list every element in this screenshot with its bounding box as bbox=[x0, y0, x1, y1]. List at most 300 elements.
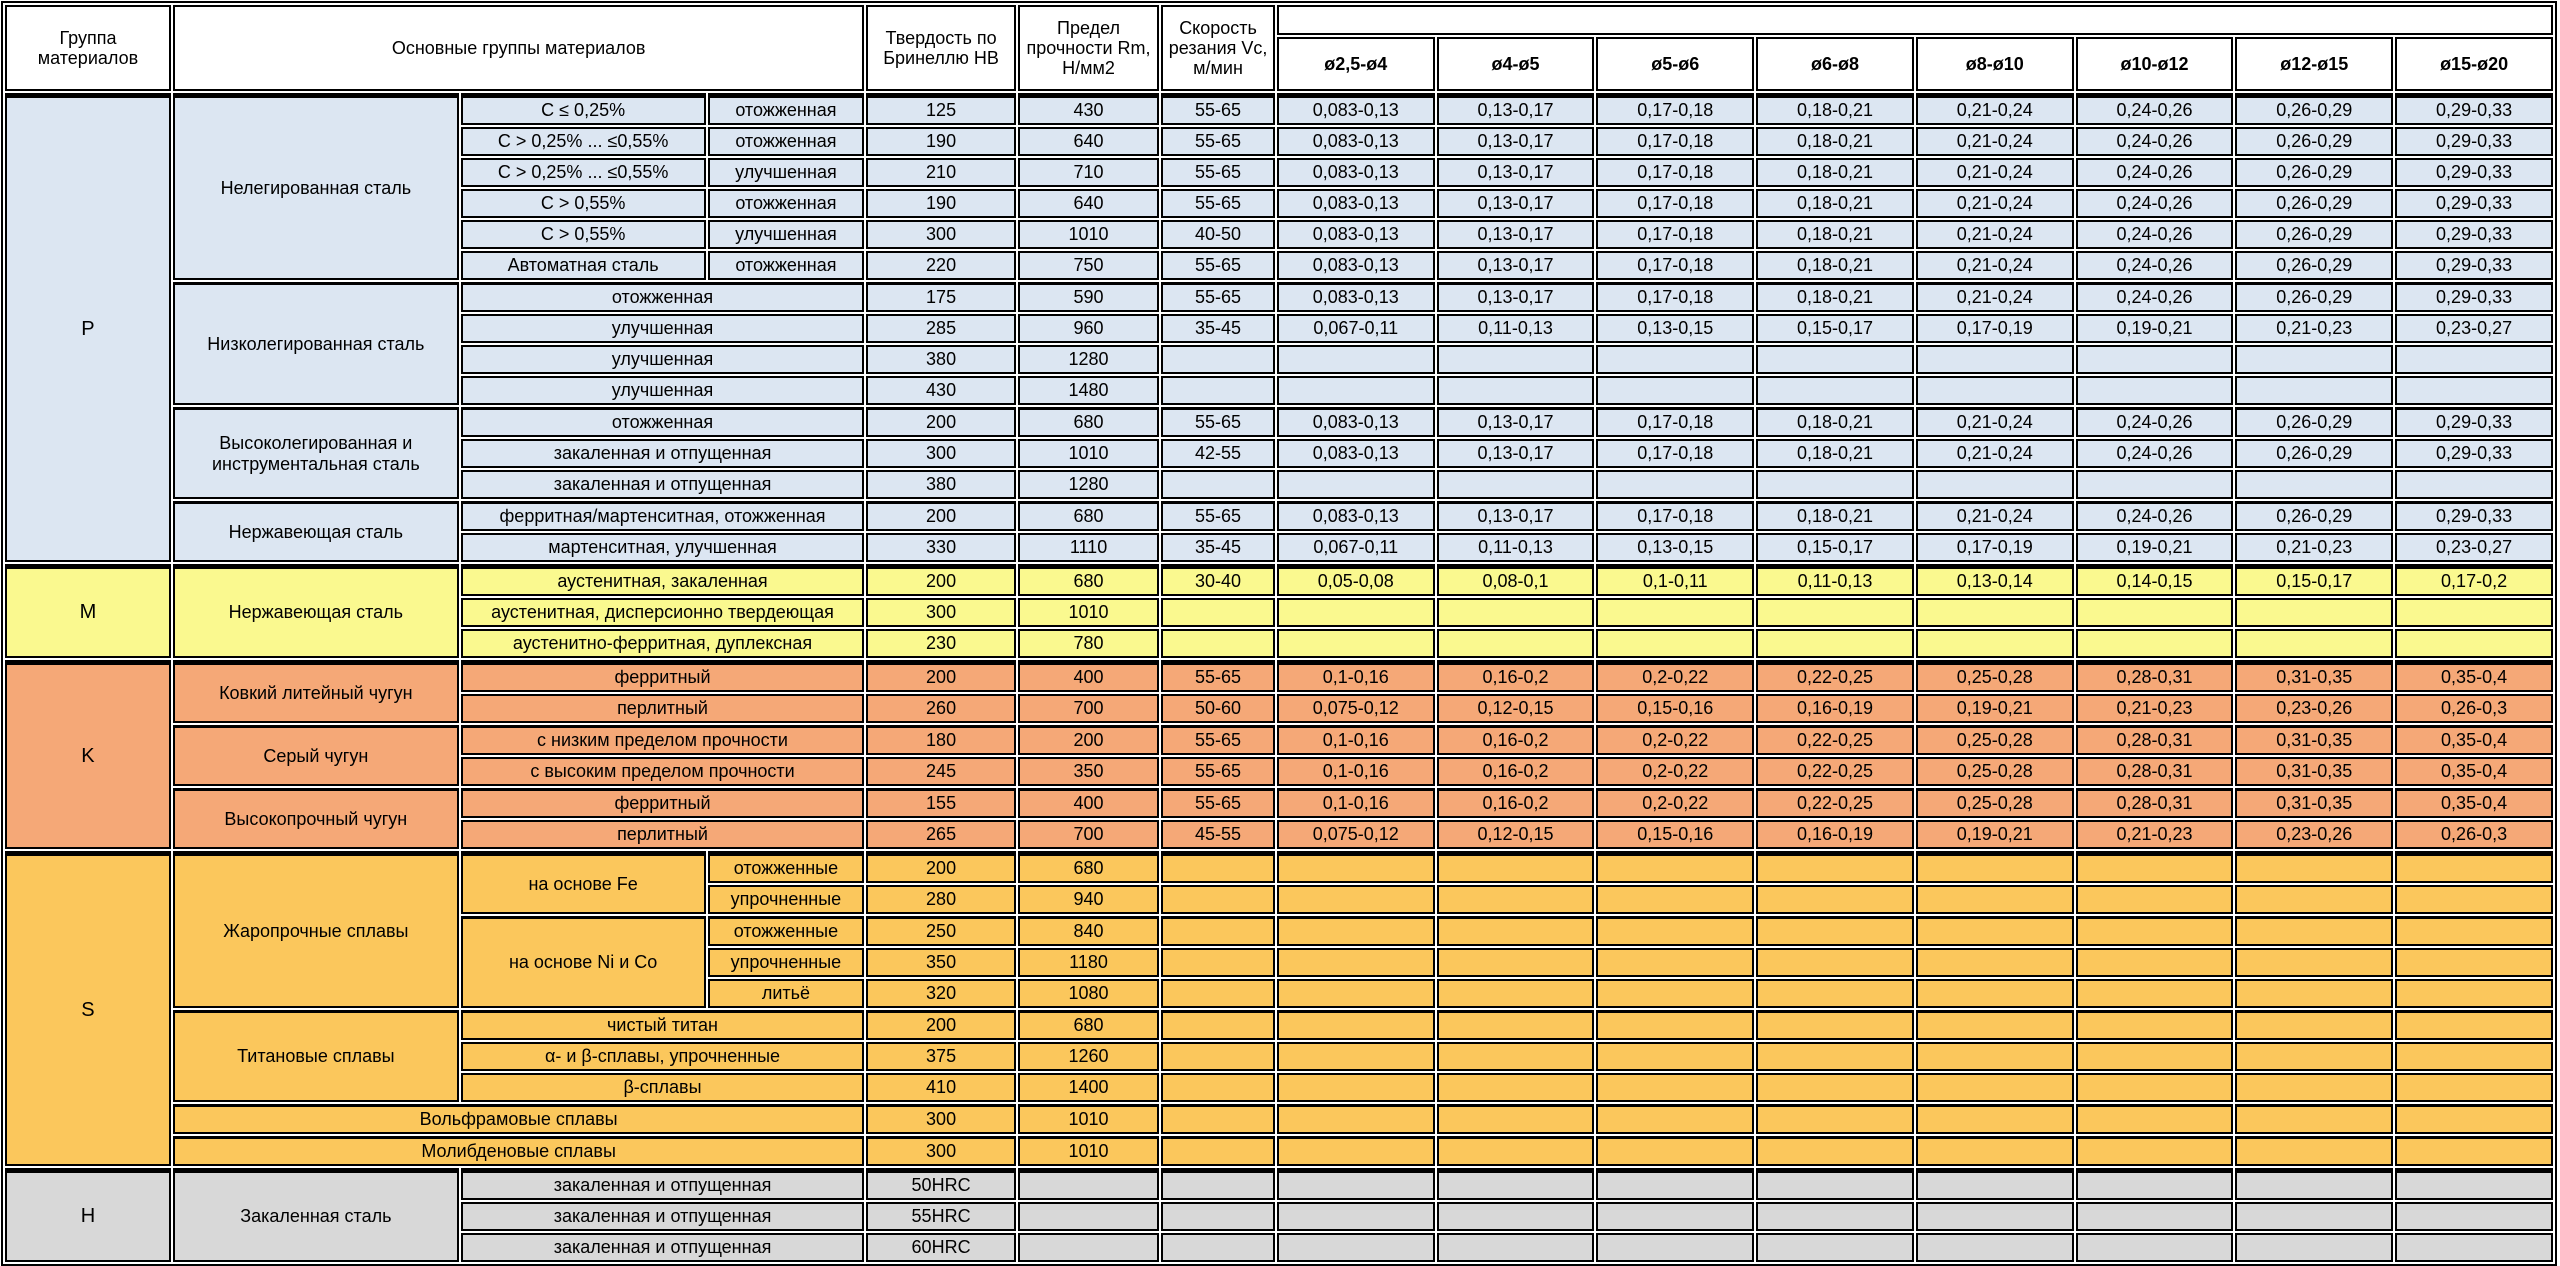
cell-vc bbox=[1161, 1233, 1275, 1262]
cell-feed: 0,14-0,15 bbox=[2076, 564, 2234, 596]
cell-feed bbox=[1277, 979, 1435, 1008]
cell-vc bbox=[1161, 916, 1275, 946]
cell-feed bbox=[1277, 1010, 1435, 1040]
cell-rm: 400 bbox=[1018, 660, 1159, 692]
cell-material: закаленная и отпущенная bbox=[461, 1168, 865, 1200]
cell-feed: 0,1-0,16 bbox=[1277, 788, 1435, 818]
cell-vc bbox=[1161, 1010, 1275, 1040]
cell-feed bbox=[2235, 629, 2393, 658]
cell-feed: 0,08-0,1 bbox=[1437, 564, 1595, 596]
cell-vc bbox=[1161, 885, 1275, 914]
cell-rm: 680 bbox=[1018, 501, 1159, 531]
cell-feed: 0,23-0,26 bbox=[2235, 694, 2393, 723]
cell-feed: 0,1-0,16 bbox=[1277, 725, 1435, 755]
cell-material: β-сплавы bbox=[461, 1073, 865, 1102]
cell-feed bbox=[1596, 345, 1754, 374]
cell-feed: 0,1-0,16 bbox=[1277, 660, 1435, 692]
cell-feed bbox=[2076, 1042, 2234, 1071]
cell-vc: 35-45 bbox=[1161, 533, 1275, 562]
cell-feed bbox=[2395, 1042, 2553, 1071]
cell-hb: 280 bbox=[866, 885, 1016, 914]
cell-feed: 0,21-0,24 bbox=[1916, 251, 2074, 280]
cell-feed bbox=[1756, 1104, 1914, 1134]
cell-hb: 190 bbox=[866, 127, 1016, 156]
cell-feed: 0,29-0,33 bbox=[2395, 282, 2553, 312]
cell-feed: 0,13-0,17 bbox=[1437, 251, 1595, 280]
cell-feed bbox=[2076, 1010, 2234, 1040]
cell-feed: 0,075-0,12 bbox=[1277, 820, 1435, 849]
cell-feed bbox=[1437, 1010, 1595, 1040]
cell-hb: 380 bbox=[866, 345, 1016, 374]
cell-feed bbox=[1277, 885, 1435, 914]
cell-feed: 0,17-0,18 bbox=[1596, 93, 1754, 125]
cell-material: улучшенная bbox=[461, 314, 865, 343]
header-material-group: Группа материалов bbox=[5, 5, 171, 91]
group-label-h: H bbox=[5, 1168, 171, 1262]
cell-feed: 0,2-0,22 bbox=[1596, 788, 1754, 818]
cell-feed bbox=[1916, 1010, 2074, 1040]
cell-feed: 0,35-0,4 bbox=[2395, 788, 2553, 818]
cell-hb: 330 bbox=[866, 533, 1016, 562]
cell-feed: 0,2-0,22 bbox=[1596, 725, 1754, 755]
cell-hb: 300 bbox=[866, 220, 1016, 249]
cell-feed bbox=[2235, 376, 2393, 405]
cell-hb: 300 bbox=[866, 1104, 1016, 1134]
cell-rm: 590 bbox=[1018, 282, 1159, 312]
cell-feed: 0,15-0,17 bbox=[2235, 564, 2393, 596]
cell-vc bbox=[1161, 948, 1275, 977]
cell-feed bbox=[2235, 851, 2393, 883]
cell-feed bbox=[1756, 629, 1914, 658]
cell-feed: 0,29-0,33 bbox=[2395, 439, 2553, 468]
header-diameter-4: ø6-ø8 bbox=[1756, 37, 1914, 91]
cell-rm: 1260 bbox=[1018, 1042, 1159, 1071]
cell-feed bbox=[1916, 1104, 2074, 1134]
cell-feed bbox=[1277, 470, 1435, 499]
cell-material: перлитный bbox=[461, 820, 865, 849]
cell-hb: 125 bbox=[866, 93, 1016, 125]
cell-feed bbox=[2235, 1136, 2393, 1166]
cell-feed: 0,13-0,17 bbox=[1437, 127, 1595, 156]
cell-feed bbox=[2076, 948, 2234, 977]
cell-feed bbox=[2235, 1233, 2393, 1262]
subgroup-label: Титановые сплавы bbox=[173, 1010, 459, 1102]
cell-feed bbox=[1277, 598, 1435, 627]
cell-feed: 0,35-0,4 bbox=[2395, 757, 2553, 786]
cell-feed bbox=[1277, 629, 1435, 658]
table-row bbox=[5, 1168, 2553, 1200]
cell-feed bbox=[2235, 1042, 2393, 1071]
cell-feed: 0,29-0,33 bbox=[2395, 127, 2553, 156]
cell-vc bbox=[1161, 629, 1275, 658]
subgroup-label: Высоколегированная и инструментальная сталь bbox=[173, 407, 459, 499]
cell-rm bbox=[1018, 1233, 1159, 1262]
cell-feed bbox=[1277, 345, 1435, 374]
cell-feed: 0,18-0,21 bbox=[1756, 501, 1914, 531]
subgroup-label: Нелегированная сталь bbox=[173, 93, 459, 280]
cell-hb: 300 bbox=[866, 1136, 1016, 1166]
cell-feed: 0,19-0,21 bbox=[2076, 314, 2234, 343]
cell-feed: 0,17-0,18 bbox=[1596, 251, 1754, 280]
cell-feed bbox=[2235, 1202, 2393, 1231]
subgroup-label: на основе Fe bbox=[461, 851, 706, 914]
cell-material: ферритный bbox=[461, 660, 865, 692]
cell-feed: 0,075-0,12 bbox=[1277, 694, 1435, 723]
cell-rm: 1010 bbox=[1018, 439, 1159, 468]
cell-feed: 0,21-0,24 bbox=[1916, 407, 2074, 437]
cell-feed: 0,16-0,19 bbox=[1756, 694, 1914, 723]
cell-feed bbox=[1437, 885, 1595, 914]
subgroup-label: Молибденовые сплавы bbox=[173, 1136, 864, 1166]
cell-feed bbox=[1756, 1233, 1914, 1262]
cell-feed bbox=[1277, 948, 1435, 977]
cell-material: Автоматная сталь bbox=[461, 251, 706, 280]
cell-feed bbox=[1437, 376, 1595, 405]
cell-rm: 680 bbox=[1018, 851, 1159, 883]
cell-vc: 55-65 bbox=[1161, 93, 1275, 125]
cell-vc: 55-65 bbox=[1161, 788, 1275, 818]
cell-feed bbox=[1916, 376, 2074, 405]
cell-feed bbox=[2076, 851, 2234, 883]
cell-hb: 430 bbox=[866, 376, 1016, 405]
cell-feed bbox=[2395, 1168, 2553, 1200]
cell-vc: 55-65 bbox=[1161, 725, 1275, 755]
cell-feed: 0,21-0,24 bbox=[1916, 158, 2074, 187]
table-row bbox=[5, 1136, 2553, 1166]
header-diameter-8: ø15-ø20 bbox=[2395, 37, 2553, 91]
cell-feed bbox=[2395, 470, 2553, 499]
cell-material: аустенитная, дисперсионно твердеющая bbox=[461, 598, 865, 627]
header-blank-strip bbox=[1277, 5, 2553, 35]
cell-feed bbox=[1437, 1042, 1595, 1071]
cell-feed bbox=[1437, 1202, 1595, 1231]
cell-feed: 0,28-0,31 bbox=[2076, 757, 2234, 786]
cell-feed bbox=[1756, 1042, 1914, 1071]
cell-hb: 210 bbox=[866, 158, 1016, 187]
cell-feed: 0,24-0,26 bbox=[2076, 158, 2234, 187]
cell-feed: 0,083-0,13 bbox=[1277, 439, 1435, 468]
cell-feed: 0,25-0,28 bbox=[1916, 725, 2074, 755]
cell-feed bbox=[1756, 376, 1914, 405]
cell-feed bbox=[1277, 851, 1435, 883]
cell-feed: 0,35-0,4 bbox=[2395, 660, 2553, 692]
header-cutting-speed-vc: Скорость резания Vc, м/мин bbox=[1161, 5, 1275, 91]
cell-feed: 0,24-0,26 bbox=[2076, 282, 2234, 312]
cell-feed: 0,15-0,16 bbox=[1596, 820, 1754, 849]
cell-feed: 0,24-0,26 bbox=[2076, 220, 2234, 249]
cell-vc: 55-65 bbox=[1161, 757, 1275, 786]
cell-rm: 1010 bbox=[1018, 1136, 1159, 1166]
cell-feed bbox=[1916, 1042, 2074, 1071]
cell-rm: 200 bbox=[1018, 725, 1159, 755]
cell-feed bbox=[1756, 1136, 1914, 1166]
cell-feed: 0,24-0,26 bbox=[2076, 501, 2234, 531]
cell-feed bbox=[2235, 1104, 2393, 1134]
cell-material: ферритная/мартенситная, отожженная bbox=[461, 501, 865, 531]
cell-vc: 30-40 bbox=[1161, 564, 1275, 596]
cell-feed bbox=[1916, 1168, 2074, 1200]
subgroup-label: Нержавеющая сталь bbox=[173, 501, 459, 562]
table-row bbox=[5, 1104, 2553, 1134]
cell-feed bbox=[2395, 629, 2553, 658]
cell-feed: 0,083-0,13 bbox=[1277, 158, 1435, 187]
cell-material: отожженные bbox=[708, 851, 865, 883]
cell-feed bbox=[1437, 629, 1595, 658]
cell-feed: 0,067-0,11 bbox=[1277, 533, 1435, 562]
cell-feed bbox=[2395, 916, 2553, 946]
cell-vc bbox=[1161, 470, 1275, 499]
cell-rm: 780 bbox=[1018, 629, 1159, 658]
cell-feed: 0,15-0,17 bbox=[1756, 314, 1914, 343]
cell-feed bbox=[1277, 916, 1435, 946]
table-row bbox=[5, 660, 2553, 692]
cell-feed: 0,24-0,26 bbox=[2076, 439, 2234, 468]
cell-feed bbox=[2076, 885, 2234, 914]
cell-hb: 350 bbox=[866, 948, 1016, 977]
cell-material: отожженные bbox=[708, 916, 865, 946]
cell-vc: 55-65 bbox=[1161, 189, 1275, 218]
cell-feed bbox=[2235, 916, 2393, 946]
cell-rm: 960 bbox=[1018, 314, 1159, 343]
cell-feed: 0,23-0,27 bbox=[2395, 314, 2553, 343]
cell-feed bbox=[1916, 979, 2074, 1008]
cell-feed bbox=[1916, 470, 2074, 499]
cell-feed: 0,22-0,25 bbox=[1756, 725, 1914, 755]
cell-feed bbox=[2076, 1073, 2234, 1102]
cell-vc: 35-45 bbox=[1161, 314, 1275, 343]
cell-feed: 0,28-0,31 bbox=[2076, 788, 2234, 818]
table-row bbox=[5, 851, 2553, 883]
cell-feed bbox=[2076, 345, 2234, 374]
cell-feed bbox=[1756, 1010, 1914, 1040]
group-label-p: P bbox=[5, 93, 171, 562]
cell-feed bbox=[1437, 851, 1595, 883]
cell-feed: 0,29-0,33 bbox=[2395, 251, 2553, 280]
cell-material: аустенитно-ферритная, дуплексная bbox=[461, 629, 865, 658]
cell-material: аустенитная, закаленная bbox=[461, 564, 865, 596]
header-diameter-7: ø12-ø15 bbox=[2235, 37, 2393, 91]
cell-hb: 200 bbox=[866, 660, 1016, 692]
cell-vc bbox=[1161, 1202, 1275, 1231]
cell-material: закаленная и отпущенная bbox=[461, 1233, 865, 1262]
cell-hb: 50HRC bbox=[866, 1168, 1016, 1200]
cell-feed: 0,1-0,16 bbox=[1277, 757, 1435, 786]
cell-feed bbox=[1277, 1104, 1435, 1134]
cell-feed bbox=[1916, 1136, 2074, 1166]
cell-hb: 60HRC bbox=[866, 1233, 1016, 1262]
cell-feed bbox=[1437, 916, 1595, 946]
cell-vc: 55-65 bbox=[1161, 407, 1275, 437]
cell-feed: 0,18-0,21 bbox=[1756, 407, 1914, 437]
cell-feed: 0,083-0,13 bbox=[1277, 220, 1435, 249]
cell-feed bbox=[1596, 1042, 1754, 1071]
cell-vc bbox=[1161, 1073, 1275, 1102]
cell-feed: 0,067-0,11 bbox=[1277, 314, 1435, 343]
cell-hb: 175 bbox=[866, 282, 1016, 312]
cell-feed: 0,25-0,28 bbox=[1916, 660, 2074, 692]
cell-feed: 0,18-0,21 bbox=[1756, 251, 1914, 280]
cell-feed: 0,29-0,33 bbox=[2395, 93, 2553, 125]
cell-rm: 840 bbox=[1018, 916, 1159, 946]
subgroup-label: Жаропрочные сплавы bbox=[173, 851, 459, 1008]
cell-rm: 1110 bbox=[1018, 533, 1159, 562]
header-strength-rm: Предел прочности Rm, Н/мм2 bbox=[1018, 5, 1159, 91]
cell-vc bbox=[1161, 376, 1275, 405]
cell-feed bbox=[2076, 1233, 2234, 1262]
cell-feed: 0,17-0,18 bbox=[1596, 127, 1754, 156]
cell-feed bbox=[1596, 948, 1754, 977]
cell-feed bbox=[2235, 470, 2393, 499]
cell-hb: 285 bbox=[866, 314, 1016, 343]
cell-hb: 180 bbox=[866, 725, 1016, 755]
cell-feed: 0,29-0,33 bbox=[2395, 407, 2553, 437]
cell-feed: 0,16-0,2 bbox=[1437, 757, 1595, 786]
cell-feed: 0,17-0,18 bbox=[1596, 407, 1754, 437]
cell-rm: 1010 bbox=[1018, 220, 1159, 249]
cell-feed bbox=[1596, 885, 1754, 914]
cell-feed: 0,31-0,35 bbox=[2235, 725, 2393, 755]
table-row bbox=[5, 1010, 2553, 1040]
cell-feed: 0,31-0,35 bbox=[2235, 660, 2393, 692]
subgroup-label: Ковкий литейный чугун bbox=[173, 660, 459, 723]
cell-hb: 410 bbox=[866, 1073, 1016, 1102]
cell-feed: 0,18-0,21 bbox=[1756, 127, 1914, 156]
cell-feed bbox=[1437, 1104, 1595, 1134]
cell-feed: 0,29-0,33 bbox=[2395, 158, 2553, 187]
cell-feed: 0,29-0,33 bbox=[2395, 501, 2553, 531]
cell-feed bbox=[1596, 851, 1754, 883]
cell-feed bbox=[1916, 345, 2074, 374]
cell-rm: 1280 bbox=[1018, 345, 1159, 374]
cell-hb: 200 bbox=[866, 501, 1016, 531]
cell-vc: 42-55 bbox=[1161, 439, 1275, 468]
cell-material: литьё bbox=[708, 979, 865, 1008]
cell-feed: 0,13-0,17 bbox=[1437, 439, 1595, 468]
cell-vc: 55-65 bbox=[1161, 660, 1275, 692]
cell-feed bbox=[2395, 1104, 2553, 1134]
cell-feed: 0,21-0,24 bbox=[1916, 93, 2074, 125]
cell-feed: 0,18-0,21 bbox=[1756, 158, 1914, 187]
cell-feed bbox=[1916, 948, 2074, 977]
cell-feed bbox=[1596, 979, 1754, 1008]
cell-feed bbox=[1277, 376, 1435, 405]
cell-rm: 940 bbox=[1018, 885, 1159, 914]
subgroup-label: на основе Ni и Co bbox=[461, 916, 706, 1008]
cell-feed bbox=[2395, 1073, 2553, 1102]
cell-vc: 55-65 bbox=[1161, 282, 1275, 312]
cell-material: C > 0,55% bbox=[461, 189, 706, 218]
cell-feed: 0,2-0,22 bbox=[1596, 757, 1754, 786]
cell-feed bbox=[1756, 470, 1914, 499]
cell-rm: 1080 bbox=[1018, 979, 1159, 1008]
cell-feed bbox=[2235, 1073, 2393, 1102]
cell-feed bbox=[2076, 1136, 2234, 1166]
cell-feed bbox=[1277, 1073, 1435, 1102]
cell-feed: 0,21-0,23 bbox=[2076, 694, 2234, 723]
cell-rm: 680 bbox=[1018, 407, 1159, 437]
cell-feed: 0,083-0,13 bbox=[1277, 282, 1435, 312]
cell-feed bbox=[1437, 1168, 1595, 1200]
header-diameter-2: ø4-ø5 bbox=[1437, 37, 1595, 91]
cell-feed bbox=[2395, 345, 2553, 374]
cell-feed: 0,26-0,29 bbox=[2235, 439, 2393, 468]
cell-feed: 0,21-0,24 bbox=[1916, 439, 2074, 468]
cell-feed bbox=[1596, 1202, 1754, 1231]
cell-feed: 0,17-0,19 bbox=[1916, 314, 2074, 343]
cell-vc: 45-55 bbox=[1161, 820, 1275, 849]
cell-rm: 640 bbox=[1018, 189, 1159, 218]
cell-feed bbox=[1916, 598, 2074, 627]
cell-hb: 200 bbox=[866, 1010, 1016, 1040]
header-diameter-5: ø8-ø10 bbox=[1916, 37, 2074, 91]
cell-feed: 0,13-0,17 bbox=[1437, 220, 1595, 249]
table-row bbox=[5, 282, 2553, 312]
cell-feed bbox=[1277, 1042, 1435, 1071]
cell-material: отожженная bbox=[461, 407, 865, 437]
cell-hb: 300 bbox=[866, 598, 1016, 627]
cell-feed: 0,17-0,18 bbox=[1596, 282, 1754, 312]
cell-feed: 0,26-0,29 bbox=[2235, 220, 2393, 249]
cell-feed bbox=[1756, 598, 1914, 627]
cell-feed bbox=[1916, 885, 2074, 914]
cell-vc: 50-60 bbox=[1161, 694, 1275, 723]
cell-feed bbox=[1916, 629, 2074, 658]
cutting-data-table bbox=[1, 1, 2557, 1266]
cell-feed: 0,16-0,2 bbox=[1437, 660, 1595, 692]
cell-material: упрочненные bbox=[708, 948, 865, 977]
cell-feed: 0,083-0,13 bbox=[1277, 407, 1435, 437]
cell-feed bbox=[1596, 629, 1754, 658]
cell-material: отожженная bbox=[708, 127, 865, 156]
cell-feed bbox=[1596, 598, 1754, 627]
cell-feed: 0,24-0,26 bbox=[2076, 93, 2234, 125]
cell-hb: 300 bbox=[866, 439, 1016, 468]
cell-rm: 1480 bbox=[1018, 376, 1159, 405]
cell-material: упрочненные bbox=[708, 885, 865, 914]
cell-feed: 0,21-0,24 bbox=[1916, 282, 2074, 312]
subgroup-label: Вольфрамовые сплавы bbox=[173, 1104, 864, 1134]
cell-feed: 0,083-0,13 bbox=[1277, 93, 1435, 125]
cell-rm: 400 bbox=[1018, 788, 1159, 818]
cell-feed: 0,17-0,18 bbox=[1596, 501, 1754, 531]
cell-feed bbox=[1756, 948, 1914, 977]
cell-feed: 0,26-0,29 bbox=[2235, 501, 2393, 531]
cell-feed bbox=[1437, 1073, 1595, 1102]
cell-rm: 680 bbox=[1018, 564, 1159, 596]
cell-material: отожженная bbox=[461, 282, 865, 312]
cell-rm: 750 bbox=[1018, 251, 1159, 280]
cell-feed bbox=[1437, 470, 1595, 499]
cell-feed bbox=[1596, 916, 1754, 946]
cell-hb: 220 bbox=[866, 251, 1016, 280]
cell-feed bbox=[1596, 1073, 1754, 1102]
cell-feed: 0,18-0,21 bbox=[1756, 189, 1914, 218]
subgroup-label: Серый чугун bbox=[173, 725, 459, 786]
cell-feed: 0,17-0,18 bbox=[1596, 158, 1754, 187]
cell-vc: 55-65 bbox=[1161, 251, 1275, 280]
cell-feed: 0,24-0,26 bbox=[2076, 407, 2234, 437]
cell-vc bbox=[1161, 1136, 1275, 1166]
cell-feed bbox=[1756, 979, 1914, 1008]
cell-material: отожженная bbox=[708, 93, 865, 125]
cell-material: закаленная и отпущенная bbox=[461, 439, 865, 468]
cell-material: чистый титан bbox=[461, 1010, 865, 1040]
cell-feed: 0,29-0,33 bbox=[2395, 220, 2553, 249]
cell-feed bbox=[1596, 1168, 1754, 1200]
cell-feed bbox=[1756, 1073, 1914, 1102]
cell-feed: 0,28-0,31 bbox=[2076, 660, 2234, 692]
cell-hb: 200 bbox=[866, 407, 1016, 437]
